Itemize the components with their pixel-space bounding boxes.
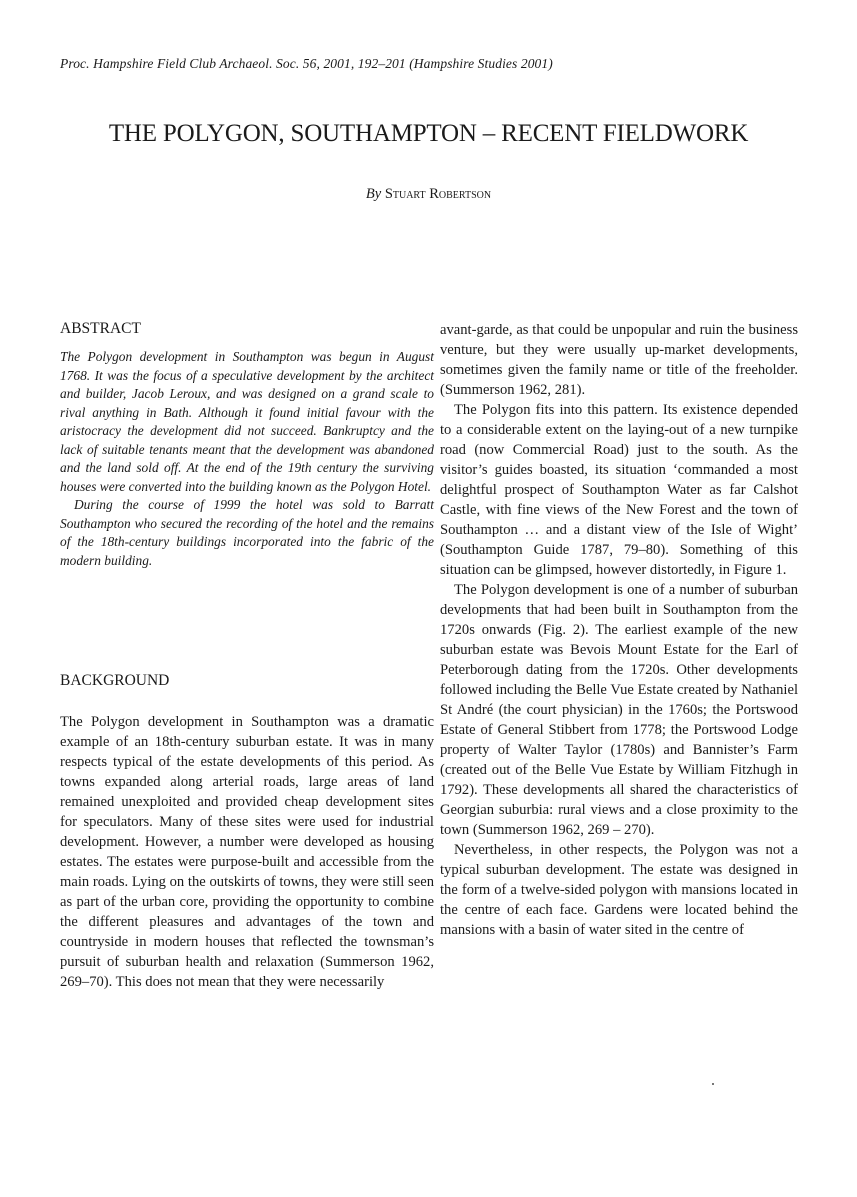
byline xyxy=(40,186,817,203)
right-column xyxy=(440,320,798,940)
byline-prefix: By xyxy=(365,186,382,202)
background-paragraph-1: The Polygon development in Southampton was a dramatic example of an 18th-century suburban estate. It was in many respects typical of the estate developments of this period. As towns expanded along arterial roads, large areas of land remained unexploited and provided cheap development sites for speculators. Many of these sites were used for industrial development. However, a number were developed as housing estates. The estates were purpose-built and accessible from the main roads. Lying on the outskirts of towns, they were still seen as part of the urban core, providing the opportunity to combine the different pleasures and advantages of the town and countryside in modern houses that reflected the townsman’s pursuit of suburban health and relaxation (Summerson 1962, 269–70). This does not mean that they were necessarily xyxy=(60,714,434,990)
right-paragraph-3: Nevertheless, in other respects, the Polygon was not a typical suburban development. The estate was designed in the form of a twelve-sided polygon with mansions located in the centre of each face. Gardens were located behind the mansions with a basin of water sited in the centre of xyxy=(440,842,798,938)
running-head: Proc. Hampshire Field Club Archaeol. Soc. 56, 2001, 192–201 (Hampshire Studies 2001) xyxy=(60,56,553,71)
abstract-heading: ABSTRACT xyxy=(60,320,141,337)
author-name: Stuart Robertson xyxy=(384,186,492,202)
right-paragraph-2: The Polygon development is one of a number of suburban developments that had been built in Southampton from the 1720s onwards (Fig. 2). The earliest example of the new suburban estate was Bevois Mount Estate for the Earl of Peterborough dating from the 1720s. Other developments followed including the Belle Vue Estate created by Nathaniel St André (the court physician) in the 1760s; the Portswood Estate of General Stibbert from 1778; the Portswood Lodge property of Walter Taylor (1780s) and Bannister’s Farm (created out of the Belle Vue Estate by William Fitzhugh in 1792). These developments all shared the characteristics of Georgian suburbia: rural views and a close proximity to the town (Summerson 1962, 269 – 270). xyxy=(440,582,798,838)
article-title: THE POLYGON, SOUTHAMPTON – RECENT FIELDWORK xyxy=(108,120,749,147)
abstract-paragraph-2: During the course of 1999 the hotel was sold to Barratt Southampton who secured the recording of the hotel and the remains of the 18th-century buildings incorporated into the fabric of the modern building. xyxy=(60,497,434,568)
right-paragraph-1: The Polygon fits into this pattern. Its existence depended to a considerable extent on the laying-out of a new turnpike road (now Commercial Road) just to the south. As the visitor’s guides boasted, its situation ‘commanded a most delightful prospect of Southampton Water as far Calshot Castle, with fine views of the New Forest and the town of Southampton … and a distant view of the Isle of Wight’ (Southampton Guide 1787, 79–80). Something of this situation can be glimpsed, however distortedly, in Figure 1. xyxy=(440,402,798,578)
right-paragraph-0: avant-garde, as that could be unpopular and ruin the business venture, but they were usually up-market developments, sometimes given the family name or title of the freeholder. (Summerson 1962, 281). xyxy=(440,322,798,398)
background-text xyxy=(60,712,434,992)
background-heading: BACKGROUND xyxy=(60,672,170,689)
abstract-paragraph-1: The Polygon development in Southampton was begun in August 1768. It was the focus of a speculative development by the architect and builder, Jacob Leroux, and was designed on a grand scale to rival anything in Bath. Although it found initial favour with the aristocracy the development did not succeed. Bankruptcy and the lack of suitable tenants meant that the development was abandoned and the land sold off. At the end of the 19th century the surviving houses were converted into the building known as the Polygon Hotel. xyxy=(60,349,434,494)
abstract-text xyxy=(60,348,434,570)
scan-speck xyxy=(712,1083,714,1085)
